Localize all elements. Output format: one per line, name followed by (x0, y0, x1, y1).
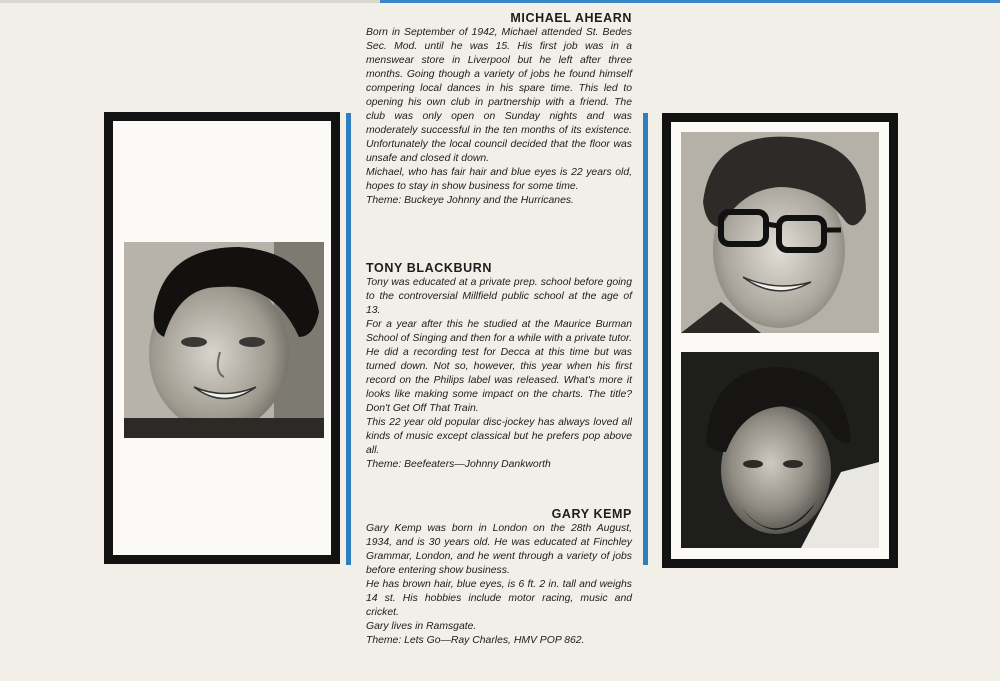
profile-ahearn (366, 10, 632, 208)
profile-name: TONY BLACKBURN (366, 261, 492, 275)
profile-paragraph: Born in September of 1942, Michael attended St. Bedes Sec. Mod. until he was 15. His first job was in a menswear store in Liverpool but he left after three months. Going though a variety of jobs he found himself compering local dances in his spare time. This led to opening his own club in partnership with a friend. The club was only open on Sunday nights and was moderately successful in the ten months of its existence. Unfortunately the local council decided that the floor was unsafe and closed it down. (366, 27, 632, 164)
profile-name: GARY KEMP (551, 507, 632, 521)
portrait-photo-blackburn (124, 242, 324, 438)
profile-paragraph: Tony was educated at a private prep. school before going to the controversial Millfield public school at the age of 13. (366, 277, 632, 316)
profile-paragraph: Gary Kemp was born in London on the 28th August, 1934, and is 30 years old. He was educated at Finchley Grammar, London, and he went through a variety of jobs before entering show business. (366, 523, 632, 576)
page-edge (0, 0, 1000, 3)
profile-kemp (366, 506, 632, 648)
profile-name: MICHAEL AHEARN (510, 11, 632, 25)
blue-rule-left (346, 113, 351, 565)
profile-paragraph: This 22 year old popular disc-jockey has always loved all kinds of music except classical but he prefers pop above all. (366, 417, 632, 456)
profile-paragraph: Michael, who has fair hair and blue eyes is 22 years old, hopes to stay in show business for some time. (366, 167, 632, 192)
profile-blackburn (366, 260, 632, 472)
portrait-photo-ahearn (681, 132, 879, 333)
photo-frame-right (662, 113, 898, 568)
profile-theme: Theme: Lets Go—Ray Charles, HMV POP 862. (366, 635, 585, 646)
blue-rule-right (643, 113, 648, 565)
profile-paragraph: For a year after this he studied at the Maurice Burman School of Singing and then for a while with a private tutor. He did a recording test for Decca at this time but was turned down. Not so, however, this year when his first record on the Philips label was released. What's more it looks like making some impact on the charts. The title? Don't Get Off That Train. (366, 319, 632, 414)
portrait-photo-kemp (681, 352, 879, 548)
profile-theme: Theme: Buckeye Johnny and the Hurricanes. (366, 195, 574, 206)
profile-paragraph: He has brown hair, blue eyes, is 6 ft. 2 in. tall and weighs 14 st. His hobbies include motor racing, music and cricket. (366, 579, 632, 618)
profile-theme: Theme: Beefeaters—Johnny Dankworth (366, 459, 551, 470)
profile-paragraph: Gary lives in Ramsgate. (366, 621, 477, 632)
photo-frame-left (104, 112, 340, 564)
